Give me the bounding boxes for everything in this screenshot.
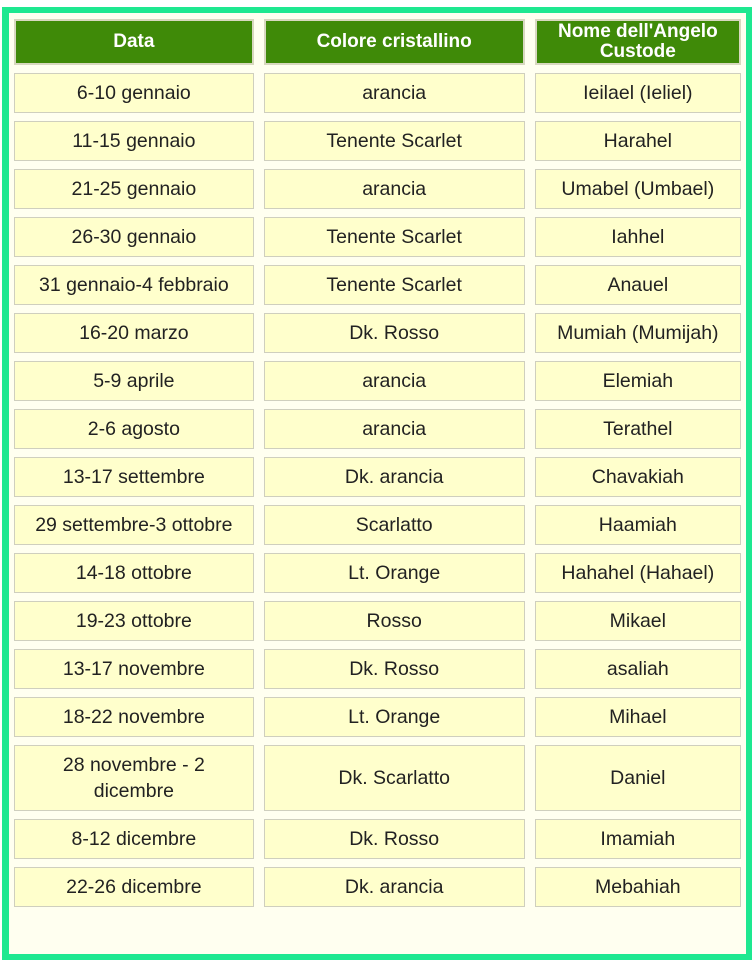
cell-crystal-color: Dk. arancia (264, 867, 525, 907)
cell-date: 5-9 aprile (14, 361, 254, 401)
cell-date: 26-30 gennaio (14, 217, 254, 257)
cell-angel-name: asaliah (535, 649, 741, 689)
cell-date: 29 settembre-3 ottobre (14, 505, 254, 545)
cell-angel-name: Imamiah (535, 819, 741, 859)
cell-crystal-color: Rosso (264, 601, 525, 641)
header-row (14, 19, 741, 65)
cell-crystal-color: Dk. arancia (264, 457, 525, 497)
cell-angel-name: Haamiah (535, 505, 741, 545)
table-row (14, 457, 741, 497)
cell-date: 11-15 gennaio (14, 121, 254, 161)
cell-date: 22-26 dicembre (14, 867, 254, 907)
cell-date: 14-18 ottobre (14, 553, 254, 593)
table-row (14, 505, 741, 545)
table-row (14, 217, 741, 257)
table-row (14, 169, 741, 209)
cell-crystal-color: arancia (264, 409, 525, 449)
header-date: Data (14, 19, 254, 65)
cell-angel-name: Harahel (535, 121, 741, 161)
cell-angel-name: Mumiah (Mumijah) (535, 313, 741, 353)
table-row (14, 553, 741, 593)
table-row (14, 361, 741, 401)
cell-crystal-color: arancia (264, 169, 525, 209)
table-row (14, 73, 741, 113)
table-row (14, 819, 741, 859)
cell-date: 19-23 ottobre (14, 601, 254, 641)
cell-crystal-color: Tenente Scarlet (264, 217, 525, 257)
cell-crystal-color: Dk. Rosso (264, 649, 525, 689)
cell-date: 31 gennaio-4 febbraio (14, 265, 254, 305)
cell-date: 6-10 gennaio (14, 73, 254, 113)
header-angel-name: Nome dell'Angelo Custode (535, 19, 741, 65)
table-row (14, 697, 741, 737)
cell-angel-name: Ieilael (Ieliel) (535, 73, 741, 113)
table-row (14, 867, 741, 907)
cell-angel-name: Mihael (535, 697, 741, 737)
table-row (14, 745, 741, 811)
table-body (14, 73, 741, 907)
cell-angel-name: Chavakiah (535, 457, 741, 497)
cell-date: 13-17 novembre (14, 649, 254, 689)
table-row (14, 601, 741, 641)
cell-date: 28 novembre - 2 dicembre (14, 745, 254, 811)
cell-angel-name: Anauel (535, 265, 741, 305)
cell-crystal-color: arancia (264, 361, 525, 401)
cell-angel-name: Daniel (535, 745, 741, 811)
cell-date: 21-25 gennaio (14, 169, 254, 209)
cell-date: 2-6 agosto (14, 409, 254, 449)
cell-angel-name: Terathel (535, 409, 741, 449)
cell-date: 18-22 novembre (14, 697, 254, 737)
cell-angel-name: Mebahiah (535, 867, 741, 907)
angel-table (4, 11, 751, 915)
header-crystal-color: Colore cristallino (264, 19, 525, 65)
cell-crystal-color: Dk. Scarlatto (264, 745, 525, 811)
table-row (14, 649, 741, 689)
table-row (14, 121, 741, 161)
cell-crystal-color: arancia (264, 73, 525, 113)
cell-crystal-color: Tenente Scarlet (264, 121, 525, 161)
cell-angel-name: Umabel (Umbael) (535, 169, 741, 209)
cell-angel-name: Iahhel (535, 217, 741, 257)
cell-crystal-color: Dk. Rosso (264, 313, 525, 353)
cell-crystal-color: Tenente Scarlet (264, 265, 525, 305)
table-row (14, 265, 741, 305)
cell-crystal-color: Lt. Orange (264, 697, 525, 737)
cell-date: 13-17 settembre (14, 457, 254, 497)
table-frame (2, 7, 752, 960)
cell-crystal-color: Lt. Orange (264, 553, 525, 593)
cell-date: 8-12 dicembre (14, 819, 254, 859)
table-row (14, 313, 741, 353)
cell-angel-name: Elemiah (535, 361, 741, 401)
cell-angel-name: Mikael (535, 601, 741, 641)
table-row (14, 409, 741, 449)
cell-date: 16-20 marzo (14, 313, 254, 353)
cell-angel-name: Hahahel (Hahael) (535, 553, 741, 593)
cell-crystal-color: Scarlatto (264, 505, 525, 545)
cell-crystal-color: Dk. Rosso (264, 819, 525, 859)
table-container (9, 13, 746, 954)
